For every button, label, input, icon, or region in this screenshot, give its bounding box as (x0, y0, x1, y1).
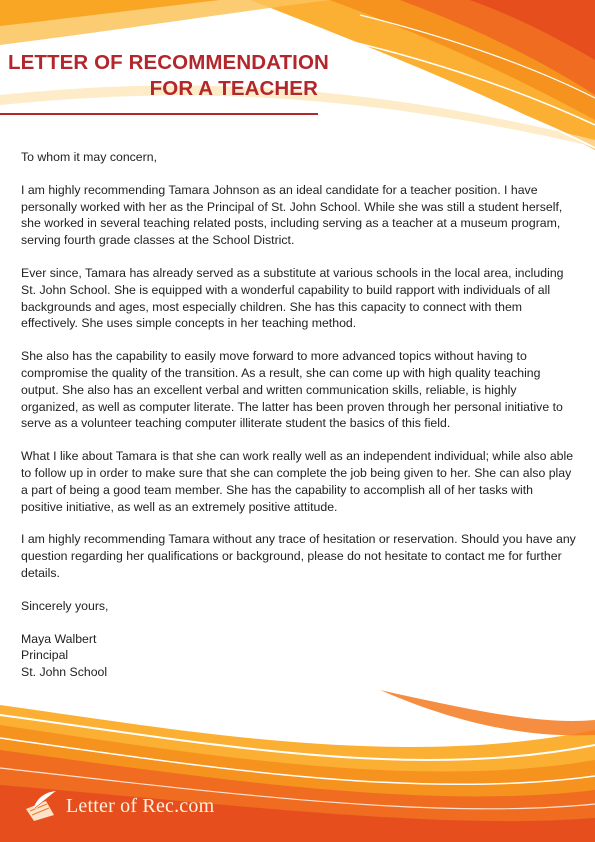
title-line-2: FOR A TEACHER (149, 77, 318, 100)
title-underline (0, 113, 318, 115)
paragraph-1: I am highly recommending Tamara Johnson as an ideal candidate for a teacher position. I have personally worked with her as the Principal of St. John School. While she was still a student herself, she worked in several teaching related posts, including serving as a teacher at a museum program, serving fourth grade classes at the School District. (21, 182, 563, 248)
signature-block (21, 631, 577, 681)
paragraph-4: What I like about Tamara is that she can work really well as an independent individual; while also able to follow up in order to make sure that she can complete the job being given to her. She can also play a part of being a good team member. She has the capability to accomplish all of her tasks with positive initiative, as well as an extremely positive attitude. (21, 449, 574, 514)
letter-body (21, 149, 577, 681)
salutation: To whom it may concern, (21, 150, 157, 164)
letter-title (8, 50, 329, 102)
signer-organization: St. John School (21, 665, 108, 680)
paragraph-3: She also has the capability to easily move forward to more advanced topics without having to compromise the quality of the transition. As a result, she can come up with high quality teaching output. She also has an excellent verbal and written communication skills, reliable, is highly organized, as well as computer literate. The latter has been proven through her personal initiative to serve as a volunteer teaching computer illiterate student the basics of this field. (21, 349, 563, 431)
title-line-1: LETTER OF RECOMMENDATION (8, 51, 329, 74)
brand-name: Letter of Rec.com (66, 794, 215, 817)
quill-paper-icon (22, 789, 60, 823)
paragraph-5: I am highly recommending Tamara without any trace of hesitation or reservation. Should you have any question regarding her qualifications or background, please do not hesitate to contact me for further details. (21, 532, 576, 580)
footer-brand (22, 788, 214, 824)
closing: Sincerely yours, (21, 598, 109, 613)
paragraph-2: Ever since, Tamara has already served as a substitute at various schools in the local area, including St. John School. She is equipped with a wonderful capability to build rapport with individuals of all backgrounds and ages, most especially children. She has this capacity to connect with them effectively. She uses simple concepts in her teaching method. (21, 265, 564, 331)
signer-title: Principal (21, 648, 69, 663)
signer-name: Maya Walbert (21, 631, 97, 646)
